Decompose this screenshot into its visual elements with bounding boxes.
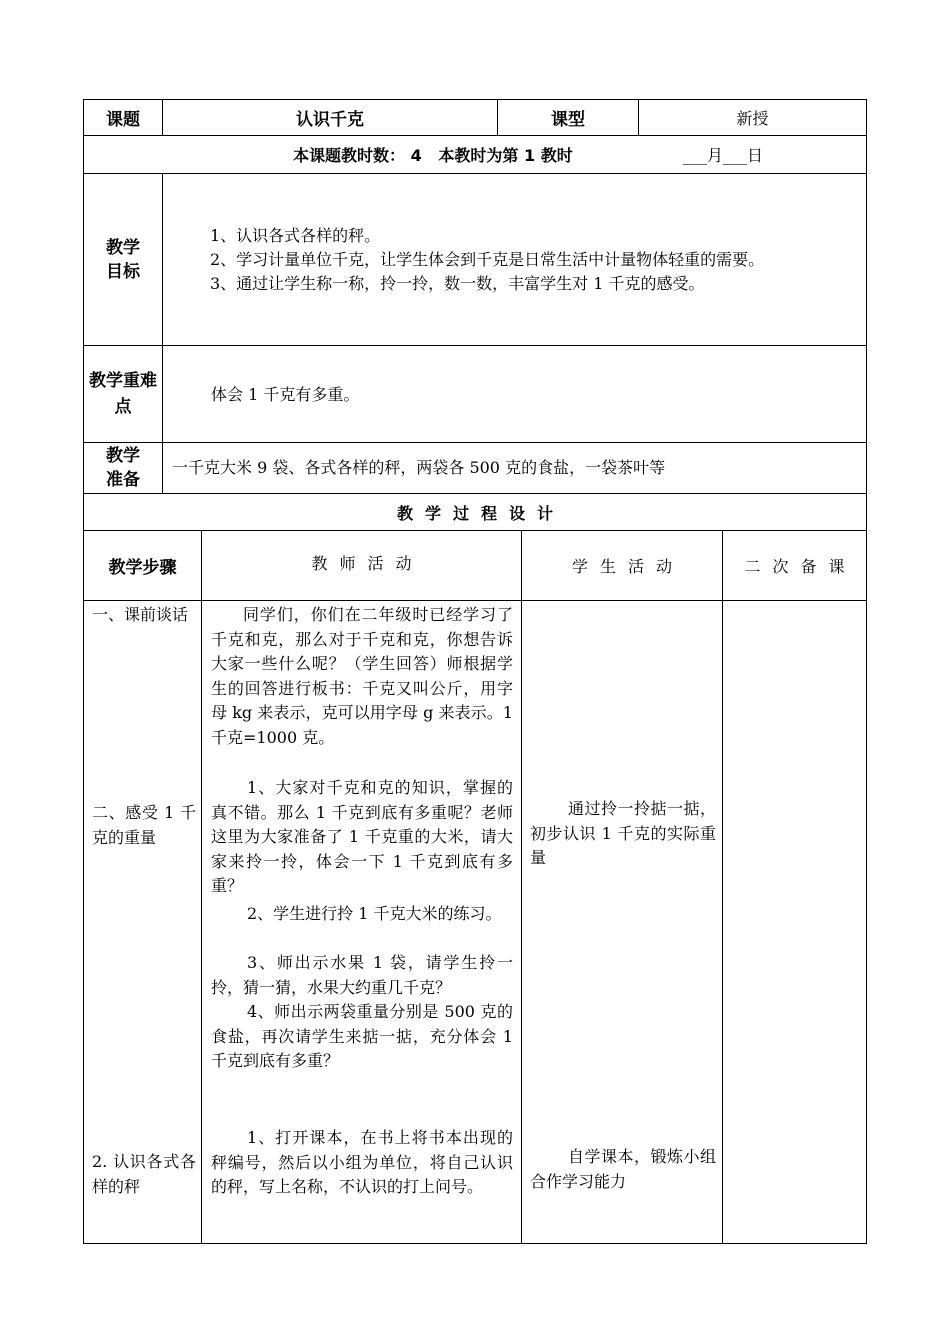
student-paragraph: 通过拎一拎掂一掂，初步认识 1 千克的实际重量	[530, 799, 716, 867]
teacher-paragraph: 同学们，你们在二年级时已经学习了千克和克，那么对于千克和克，你想告诉大家一些什么呢？（学生回答）师根据学生的回答进行板书：千克又叫公斤，用字母 kg 来表示，克可以用字母 g 来表示。1 千克=1000 克。	[211, 605, 513, 747]
col-header-notes: 二次备课	[744, 557, 857, 576]
rule	[866, 99, 867, 1244]
teacher-paragraph: 4、师出示两袋重量分别是 500 克的食盐，再次请学生来掂一掂，充分体会 1 千克到底有多重？	[211, 1002, 513, 1070]
teacher-paragraph: 1、打开课本，在书上将书本出现的秤编号，然后以小组为单位，将自己认识的秤，写上名称，不认识的打上问号。	[211, 1128, 513, 1196]
lesson-type-value: 新授	[736, 109, 769, 128]
process-title: 教学过程设计	[396, 503, 565, 523]
col-header-teacher: 教师活动	[311, 553, 424, 573]
rule	[83, 99, 84, 1244]
preparation-text: 一千克大米 9 袋、各式各样的秤，两袋各 500 克的食盐，一袋茶叶等	[172, 458, 666, 477]
period-info: 本课题教时数： 4 本教时为第 1 教时	[293, 146, 573, 165]
teacher-paragraph: 3、师出示水果 1 袋，请学生拎一拎，猜一猜，水果大约重几千克？	[211, 953, 513, 997]
teacher-paragraph: 1、大家对千克和克的知识，掌握的真不错。那么 1 千克到底有多重呢？老师这里为大家准备了 1 千克重的大米，请大家来拎一拎，体会一下 1 千克到底有多重？	[211, 778, 513, 895]
teacher-paragraph: 2、学生进行拎 1 千克大米的练习。	[247, 904, 502, 923]
date-field	[683, 136, 763, 173]
topic-label: 课题	[106, 110, 140, 130]
date-day: ___日	[723, 146, 764, 165]
goal-item: 1、认识各式各样的秤。	[210, 226, 381, 245]
goal-item: 3、通过让学生称一称，拎一拎，数一数，丰富学生对 1 千克的感受。	[210, 274, 705, 293]
date-month: ___月	[683, 146, 724, 165]
step-item: 2. 认识各式各样的秤	[92, 1152, 196, 1196]
rule	[83, 345, 867, 346]
goals-label: 教学目标	[106, 237, 140, 282]
topic-value: 认识千克	[296, 110, 364, 130]
goal-item: 2、学习计量单位千克，让学生体会到千克是日常生活中计量物体轻重的需要。	[210, 250, 765, 269]
step-item: 二、感受 1 千克的重量	[92, 803, 196, 847]
key-points-text: 体会 1 千克有多重。	[211, 385, 360, 404]
rule	[83, 173, 867, 174]
goals-list	[210, 224, 860, 296]
rule	[83, 442, 867, 443]
rule	[722, 530, 723, 1244]
rule	[162, 173, 163, 493]
key-points-label: 教学重难点	[89, 371, 157, 417]
step-item: 一、课前谈话	[92, 605, 189, 624]
preparation-label: 教学准备	[106, 446, 140, 490]
col-header-step: 教学步骤	[108, 558, 177, 578]
student-paragraph: 自学课本，锻炼小组合作学习能力	[530, 1147, 716, 1191]
col-header-student: 学生活动	[571, 557, 684, 576]
rule	[521, 530, 522, 1244]
rule	[201, 530, 202, 1244]
lesson-type-label: 课型	[551, 110, 585, 130]
